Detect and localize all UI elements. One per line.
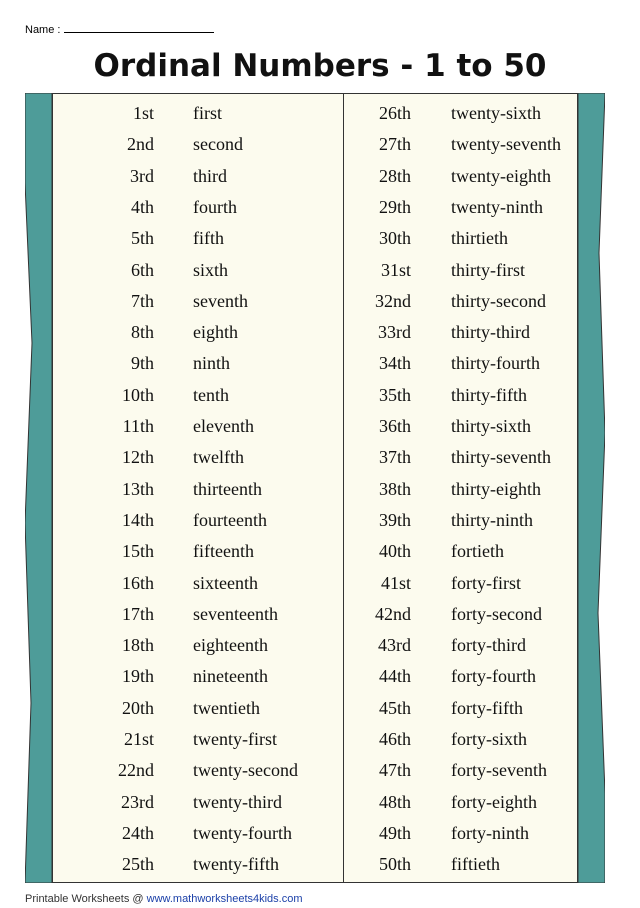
ordinal-word-text: forty-fifth <box>451 697 523 718</box>
ordinal-word-text: tenth <box>193 384 229 405</box>
ordinal-numeral <box>53 255 411 286</box>
ordinal-numeral-text: 34th <box>378 353 411 374</box>
ordinal-numeral <box>53 317 411 348</box>
ordinal-word <box>451 505 640 536</box>
ordinal-word-text: forty-ninth <box>451 822 529 843</box>
ordinal-table-frame <box>25 93 605 883</box>
ordinal-numeral <box>53 693 411 724</box>
ordinal-word-text: forty-sixth <box>451 729 527 749</box>
ordinal-word <box>451 755 640 786</box>
ordinal-numeral-text: 3rd <box>130 165 154 186</box>
ordinal-numeral <box>53 411 411 442</box>
ordinal-numeral <box>53 161 411 192</box>
ordinal-word-text: fifteenth <box>193 541 254 562</box>
ordinal-numeral-text: 14th <box>121 509 154 530</box>
ordinal-word-text: twenty-fourth <box>193 822 292 843</box>
ordinal-numeral-text: 45th <box>378 697 411 718</box>
ordinal-word-text: twentieth <box>193 697 260 718</box>
ordinal-numeral-text: 16th <box>121 572 154 593</box>
page-title: Ordinal Numbers - 1 to 50 <box>93 48 547 84</box>
ordinal-word-text: seventeenth <box>193 603 278 624</box>
ordinal-numeral-text: 2nd <box>127 134 154 155</box>
ordinal-word <box>451 348 640 379</box>
ordinal-word-text: twenty-third <box>193 791 282 812</box>
ordinal-word <box>451 192 640 223</box>
ordinal-numeral <box>53 536 411 567</box>
ordinal-numeral <box>53 755 411 786</box>
ordinal-word-text: twenty-seventh <box>451 134 561 155</box>
ordinal-numeral-text: 12th <box>121 447 154 468</box>
ordinal-word <box>451 536 640 567</box>
ordinal-word <box>451 818 640 849</box>
ordinal-numeral <box>53 568 411 599</box>
ordinal-numeral <box>53 192 411 223</box>
ordinal-numeral-text: 50th <box>378 854 411 875</box>
ordinal-word-text: sixth <box>193 259 229 280</box>
ordinal-word-text: forty-seventh <box>451 760 547 781</box>
ordinal-numeral-text: 20th <box>121 697 154 718</box>
ordinal-word-text: forty-eighth <box>451 791 537 812</box>
ordinal-numeral <box>53 223 411 254</box>
ordinal-word <box>451 161 640 192</box>
ordinal-word-text: twenty-sixth <box>451 103 541 123</box>
ordinal-numeral-text: 46th <box>378 729 411 749</box>
ordinal-numeral-text: 33rd <box>378 322 411 343</box>
ordinal-table-panel <box>52 93 578 883</box>
ordinal-word-text: thirty-fourth <box>451 353 540 374</box>
ordinal-numeral-text: 27th <box>378 134 411 155</box>
ordinal-numeral <box>53 380 411 411</box>
ordinal-word <box>451 380 640 411</box>
ordinal-word-text: thirty-seventh <box>451 447 551 468</box>
ordinal-word <box>451 724 640 755</box>
ordinal-word-text: fourth <box>193 196 237 217</box>
ordinal-numeral <box>53 129 411 160</box>
ordinal-numeral-text: 24th <box>121 822 154 843</box>
ordinal-word-text: thirty-sixth <box>451 416 531 436</box>
ordinal-numeral-text: 26th <box>378 103 411 123</box>
ordinal-numeral-text: 11th <box>122 416 154 436</box>
ordinal-numeral <box>53 661 411 692</box>
ordinal-numeral-text: 47th <box>378 760 411 781</box>
ordinal-word-text: thirty-first <box>451 259 525 280</box>
ordinal-numeral-text: 38th <box>378 478 411 499</box>
ordinal-numeral-text: 49th <box>378 822 411 843</box>
ordinal-word <box>451 599 640 630</box>
name-label: Name : <box>25 24 61 36</box>
ordinal-numeral <box>53 98 411 129</box>
ordinal-numeral-text: 7th <box>130 290 154 311</box>
ordinal-numeral <box>53 630 411 661</box>
ordinal-word <box>451 286 640 317</box>
ordinal-numeral <box>53 724 411 755</box>
ordinal-word-text: fourteenth <box>193 509 267 530</box>
ordinal-numeral-text: 43rd <box>378 635 411 656</box>
ordinal-numeral-text: 29th <box>378 196 411 217</box>
ordinal-numeral <box>53 849 411 880</box>
ordinal-numeral-text: 32nd <box>375 290 411 311</box>
ordinal-word-text: fifth <box>193 228 224 249</box>
ordinal-word-text: thirtieth <box>451 228 508 249</box>
ordinal-word-text: thirty-third <box>451 322 530 343</box>
ordinal-numeral-text: 31st <box>380 259 411 280</box>
ordinal-numeral-text: 41st <box>380 572 411 593</box>
ordinal-word-text: nineteenth <box>193 666 268 687</box>
ordinal-word <box>451 849 640 880</box>
ordinal-word-text: twenty-fifth <box>193 854 279 875</box>
footer-prefix: Printable Worksheets @ <box>25 893 147 905</box>
ordinal-numeral-text: 19th <box>121 666 154 687</box>
name-blank-line <box>64 22 214 33</box>
left-teal-band <box>25 93 52 883</box>
ordinal-numeral-text: 23rd <box>121 791 154 812</box>
ordinal-word-text: eighteenth <box>193 635 268 656</box>
ordinal-numeral <box>53 599 411 630</box>
ordinal-numeral <box>53 286 411 317</box>
ordinal-word-text: sixteenth <box>193 572 258 593</box>
ordinal-numeral-text: 10th <box>121 384 154 405</box>
ordinal-word-text: forty-first <box>451 572 521 593</box>
ordinal-word-text: first <box>193 103 222 123</box>
ordinal-word-text: second <box>193 134 243 155</box>
ordinal-numeral-text: 13th <box>121 478 154 499</box>
ordinal-numeral-text: 4th <box>130 196 154 217</box>
ordinal-numeral-text: 40th <box>378 541 411 562</box>
ordinal-numeral-text: 5th <box>130 228 154 249</box>
ordinal-word-text: twenty-eighth <box>451 165 551 186</box>
ordinal-word-text: twenty-second <box>193 760 298 781</box>
ordinal-word-text: fiftieth <box>451 854 500 875</box>
ordinal-numeral-text: 36th <box>378 416 411 436</box>
ordinal-numeral <box>53 787 411 818</box>
ordinal-word <box>451 630 640 661</box>
ordinal-word-text: thirty-fifth <box>451 384 527 405</box>
ordinal-word-text: thirty-ninth <box>451 509 533 530</box>
ordinal-word <box>451 474 640 505</box>
ordinal-word <box>451 411 640 442</box>
ordinal-word-text: twenty-ninth <box>451 196 543 217</box>
ordinal-numeral-text: 18th <box>121 635 154 656</box>
ordinal-numeral-text: 30th <box>378 228 411 249</box>
ordinal-numeral-text: 28th <box>378 165 411 186</box>
ordinal-word-text: thirteenth <box>193 478 262 499</box>
ordinal-word <box>451 255 640 286</box>
ordinal-numeral-text: 1st <box>132 103 154 123</box>
ordinal-word <box>451 317 640 348</box>
name-field-label <box>25 22 214 36</box>
ordinal-word <box>451 223 640 254</box>
ordinal-word <box>451 442 640 473</box>
ordinal-numeral-text: 22nd <box>118 760 154 781</box>
footer <box>25 893 303 905</box>
ordinal-numeral-text: 8th <box>130 322 154 343</box>
ordinal-word-text: seventh <box>193 290 248 311</box>
ordinal-word <box>451 129 640 160</box>
ordinal-word <box>451 98 640 129</box>
ordinal-numeral-text: 25th <box>121 854 154 875</box>
ordinal-word <box>451 661 640 692</box>
footer-site-link[interactable]: www.mathworksheets4kids.com <box>146 893 303 905</box>
ordinal-word-text: ninth <box>193 353 231 374</box>
ordinal-numeral-text: 42nd <box>375 603 411 624</box>
ordinal-word-text: thirty-second <box>451 290 546 311</box>
ordinal-numeral-text: 39th <box>378 509 411 530</box>
ordinal-numeral-text: 44th <box>378 666 411 687</box>
ordinal-word <box>451 568 640 599</box>
ordinal-word <box>451 787 640 818</box>
ordinal-word-text: twelfth <box>193 447 244 468</box>
ordinal-numeral-text: 48th <box>378 791 411 812</box>
ordinal-numeral <box>53 818 411 849</box>
ordinal-word-text: forty-second <box>451 603 542 624</box>
ordinal-word-text: forty-fourth <box>451 666 536 687</box>
ordinal-numeral-text: 15th <box>121 541 154 562</box>
ordinal-word-text: fortieth <box>451 541 504 562</box>
ordinal-numeral <box>53 505 411 536</box>
ordinal-word-text: eleventh <box>193 416 254 436</box>
ordinal-numeral <box>53 474 411 505</box>
ordinal-numeral-text: 6th <box>130 259 154 280</box>
ordinal-numeral-text: 21st <box>123 729 154 749</box>
ordinal-word-text: twenty-first <box>193 729 277 749</box>
ordinal-word-text: eighth <box>193 322 238 343</box>
ordinal-numeral-text: 9th <box>130 353 154 374</box>
ordinal-word-text: thirty-eighth <box>451 478 541 499</box>
ordinal-numeral-text: 35th <box>378 384 411 405</box>
ordinal-numeral <box>53 442 411 473</box>
ordinal-word <box>451 693 640 724</box>
ordinal-word-text: forty-third <box>451 635 526 656</box>
ordinal-word-text: third <box>193 165 227 186</box>
ordinal-numeral <box>53 348 411 379</box>
ordinal-numeral-text: 37th <box>378 447 411 468</box>
ordinal-numeral-text: 17th <box>121 603 154 624</box>
